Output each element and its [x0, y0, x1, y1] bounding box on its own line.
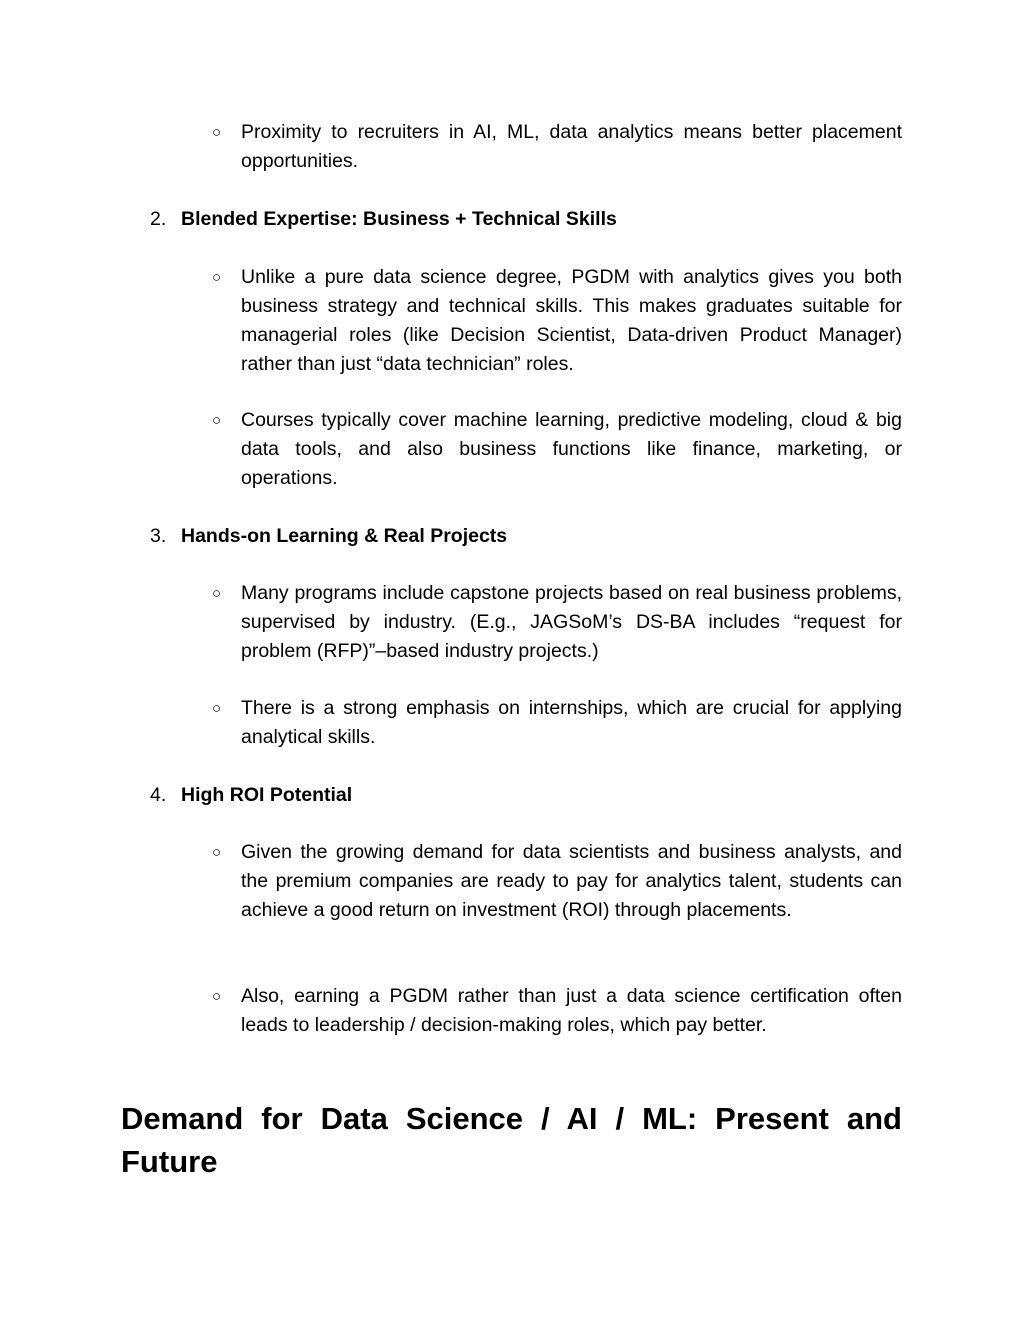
bullet-text: Many programs include capstone projects based on real business problems, supervised by industry. (E.g., JAGSoM’s DS-BA includes “request for problem (RFP)”–based industry projects.)	[241, 582, 902, 662]
hollow-circle-bullet-icon: ○	[212, 269, 222, 286]
hollow-circle-bullet-icon: ○	[212, 412, 222, 429]
section-heading: Demand for Data Science / AI / ML: Present and Future	[121, 1101, 902, 1179]
bullet-text: Courses typically cover machine learning, predictive modeling, cloud & big data tools, and also business functions like finance, marketing, or operations.	[241, 409, 902, 489]
sub-bullet-courses	[212, 406, 902, 493]
bullet-text: Given the growing demand for data scientists and business analysts, and the premium companies are ready to pay for analytics talent, students can achieve a good return on investment (ROI) through placements.	[241, 841, 902, 921]
bullet-text: Also, earning a PGDM rather than just a data science certification often leads to leadership / decision-making roles, which pay better.	[241, 985, 902, 1036]
bullet-text: There is a strong emphasis on internships, which are crucial for applying analytical skills.	[241, 697, 902, 748]
hollow-circle-bullet-icon: ○	[212, 585, 222, 602]
item-title: Hands-on Learning & Real Projects	[181, 525, 508, 547]
bullet-text: Unlike a pure data science degree, PGDM with analytics gives you both business strategy and technical skills. This makes graduates suitable for managerial roles (like Decision Scientist, Data-driven Product Manager) rather than just “data technician” roles.	[241, 266, 902, 375]
item-number: 2.	[150, 208, 167, 230]
item-title: Blended Expertise: Business + Technical Skills	[181, 208, 617, 230]
item-number: 3.	[150, 525, 167, 547]
hollow-circle-bullet-icon: ○	[212, 124, 222, 141]
bullet-text: Proximity to recruiters in AI, ML, data analytics means better placement opportunities.	[241, 121, 902, 172]
sub-bullet-unlike-pure	[212, 263, 902, 379]
sub-bullet-internships	[212, 694, 902, 752]
hollow-circle-bullet-icon: ○	[212, 844, 222, 861]
sub-bullet-capstone	[212, 579, 902, 666]
numbered-item-2	[150, 205, 910, 234]
numbered-item-4	[150, 781, 910, 810]
numbered-item-3	[150, 522, 910, 551]
sub-bullet-proximity	[212, 118, 902, 176]
hollow-circle-bullet-icon: ○	[212, 988, 222, 1005]
sub-bullet-pgdm-leadership	[212, 982, 902, 1040]
item-number: 4.	[150, 784, 167, 806]
sub-bullet-growing-demand	[212, 838, 902, 925]
hollow-circle-bullet-icon: ○	[212, 700, 222, 717]
item-title: High ROI Potential	[181, 784, 353, 806]
